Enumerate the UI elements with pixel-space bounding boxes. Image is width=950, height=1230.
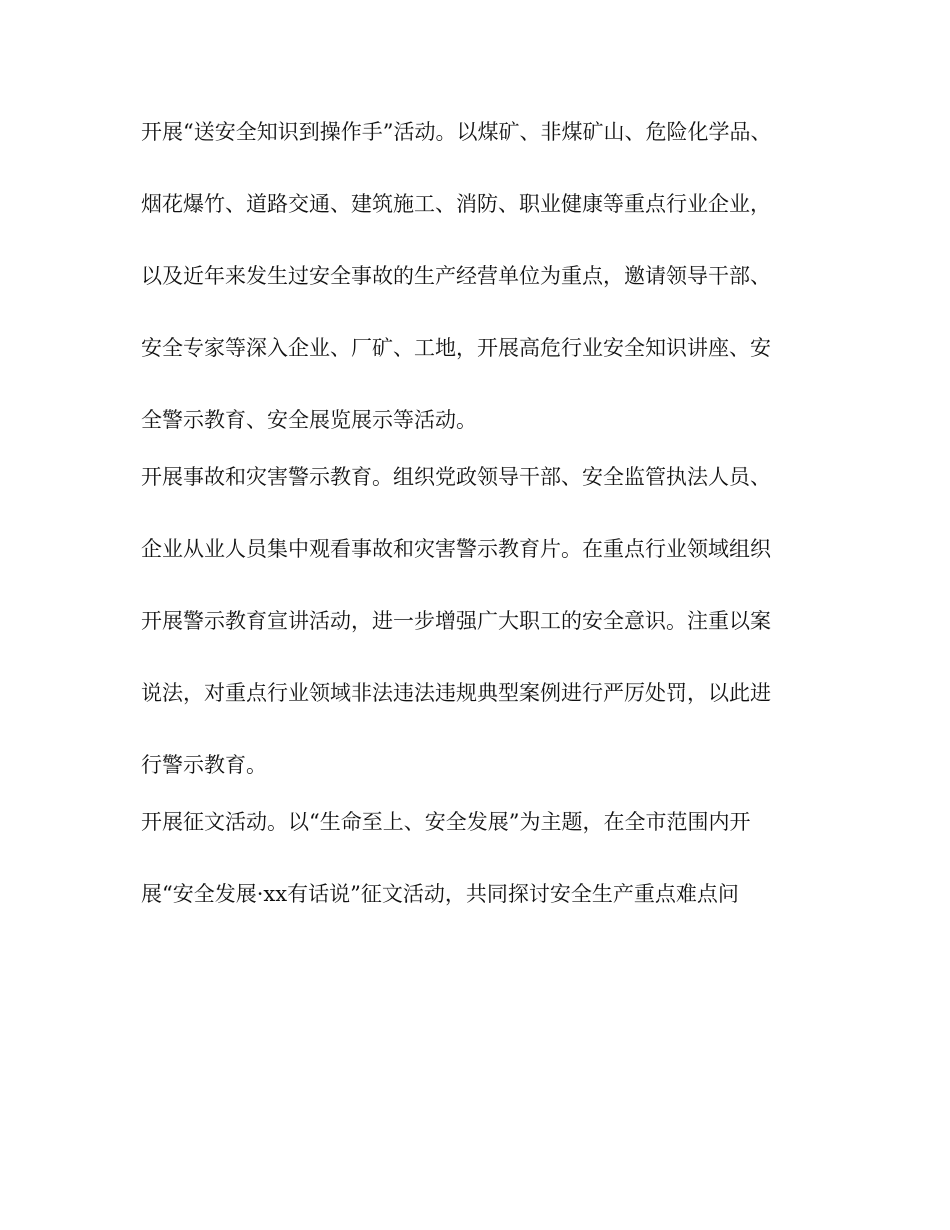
paragraph-1-line-5: 全警示教育、安全展览展示等活动。 <box>141 408 477 432</box>
paragraph-1-line-4: 安全专家等深入企业、厂矿、工地，开展高危行业安全知识讲座、安 <box>141 336 771 360</box>
paragraph-2-line-1: 开展事故和灾害警示教育。组织党政领导干部、安全监管执法人员、 <box>141 465 771 489</box>
paragraph-3-line-1: 开展征文活动。以“生命至上、安全发展”为主题，在全市范围内开 <box>141 810 751 834</box>
paragraph-1-line-2: 烟花爆竹、道路交通、建筑施工、消防、职业健康等重点行业企业， <box>141 192 771 216</box>
paragraph-2-line-4: 说法，对重点行业领域非法违法违规典型案例进行严厉处罚，以此进 <box>141 681 771 705</box>
paragraph-1-line-1: 开展“送安全知识到操作手”活动。以煤矿、非煤矿山、危险化学品、 <box>141 120 772 144</box>
paragraph-3-line-2: 展“安全发展·xx有话说”征文活动，共同探讨安全生产重点难点问 <box>141 882 739 906</box>
paragraph-2-line-3: 开展警示教育宣讲活动，进一步增强广大职工的安全意识。注重以案 <box>141 609 771 633</box>
paragraph-2-line-2: 企业从业人员集中观看事故和灾害警示教育片。在重点行业领域组织 <box>141 537 771 561</box>
paragraph-2-line-5: 行警示教育。 <box>141 753 267 777</box>
paragraph-1-line-3: 以及近年来发生过安全事故的生产经营单位为重点，邀请领导干部、 <box>141 264 771 288</box>
